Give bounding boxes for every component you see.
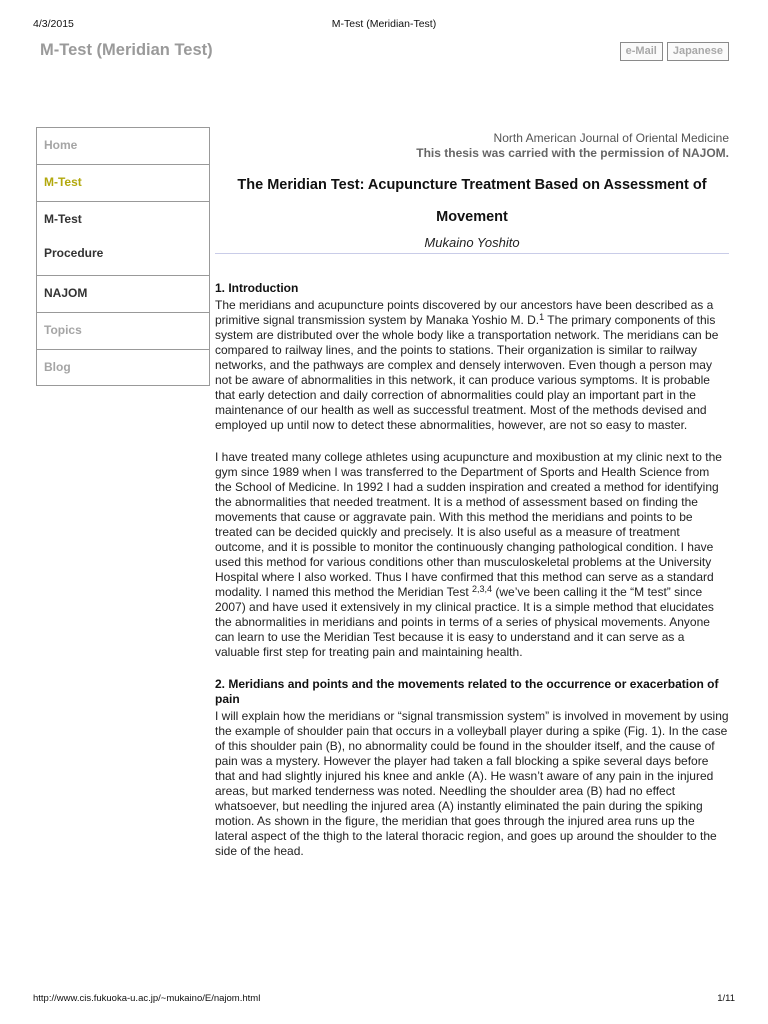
print-page-title: M-Test (Meridian-Test) xyxy=(331,18,437,30)
article-author: Mukaino Yoshito xyxy=(215,235,729,254)
sidebar-item-label: M-Test xyxy=(44,212,82,226)
journal-name: North American Journal of Oriental Medicine xyxy=(493,131,729,145)
paragraph-text: The primary components of this system are distributed over the whole body like a transportation network. The meridians can be compared to railway lines, and the points to stations. Their organization is similar to railway networks, and the pathways are complex and densely interwoven. Even though a person may not be aware of abnormalities in this network, it can produce various symptoms. It is probable that early detection and daily correction of abnormalities could play an important part in the maintenance of our health as well as successful treatment. Most of the methods devised and employed up until now to detect these abnormalities, however, are not so easy to master. xyxy=(215,313,719,432)
sidebar-item-home[interactable]: Home xyxy=(37,128,209,165)
paragraph: I will explain how the meridians or “signal transmission system” is involved in movement by using the example of shoulder pain that occurs in a volleyball player during a spike (Fig. 1). In the case of this shoulder pain (B), no abnormality could be found in the shoulder itself, and the cause of pain was a mystery. However the player had taken a fall blocking a spike several days before that and had slightly injured his knee and ankle (A). He wasn’t aware of any pain in the injured areas, but marked tenderness was noted. Needling the shoulder area (B) had no effect whatsoever, but needling the injured area (A) instantly eliminated the pain during the spiking motion. As shown in the figure, the meridian that goes through the injured area runs up the lateral aspect of the thigh to the lateral thoracic region, and goes up around the shoulder to the side of the head. xyxy=(215,709,729,858)
email-link[interactable]: e-Mail xyxy=(620,42,663,61)
article xyxy=(215,131,729,859)
site-title[interactable]: M-Test (Meridian Test) xyxy=(40,41,213,59)
japanese-link[interactable]: Japanese xyxy=(667,42,729,61)
paragraph xyxy=(215,298,729,433)
section-heading-introduction: 1. Introduction xyxy=(215,281,299,295)
article-title: The Meridian Test: Acupuncture Treatment Based on Assessment of Movement xyxy=(237,177,707,225)
paragraph-text: (we’ve been calling it the “M test” since 2007) and have used it extensively in my clinical practice. It is a simple method that elucidates the abnormalities in meridians and points in terms of a series of physical movements. Anyone can learn to use the Meridian Test because it is easy to understand and it can serve as a valuable first step for treating pain and maintaining health. xyxy=(215,585,714,659)
permission-note: This thesis was carried with the permission of NAJOM. xyxy=(416,146,729,160)
sidebar-item-najom[interactable]: NAJOM xyxy=(37,276,209,313)
sidebar-item-label: Procedure xyxy=(44,246,104,260)
footnote-ref[interactable]: 1 xyxy=(539,312,545,322)
sidebar-item-topics[interactable]: Topics xyxy=(37,313,209,350)
sidebar-item-mtest[interactable]: M-Test xyxy=(37,165,209,202)
page-number: 1/11 xyxy=(717,993,735,1004)
sidebar-nav xyxy=(36,127,210,386)
paragraph-text: The meridians and acupuncture points discovered by our ancestors have been described as a primitive signal transmission system by Manaka Yoshio M. D. xyxy=(215,298,714,327)
section-heading-meridians: 2. Meridians and points and the movements related to the occurrence or exacerbation of pain xyxy=(215,677,719,706)
paragraph-text: I have treated many college athletes using acupuncture and moxibustion at my clinic next to the gym since 1989 when I was transferred to the Department of Sports and Health Science from the School of Medicine. In 1992 I had a sudden inspiration and created a method for identifying the abnormalities that needed treatment. It is a method of assessment based on finding the movements that cause or aggravate pain. With this method the meridians and points to be treated can be decided quickly and precisely. It is also useful as a measure of treatment outcome, and it is possible to monitor the continuously changing pathological condition. I have used this method for various conditions other than musculoskeletal problems at the University Hospital where I also worked. Thus I have confirmed that this method can serve as a standard modality. I named this method the Meridian Test xyxy=(215,450,722,599)
sidebar-item-blog[interactable]: Blog xyxy=(44,360,71,374)
print-header xyxy=(33,18,735,32)
paragraph xyxy=(215,450,729,660)
top-links xyxy=(620,42,729,61)
print-date: 4/3/2015 xyxy=(33,18,74,30)
sidebar-item-mtest-procedure[interactable] xyxy=(37,202,209,276)
footnote-ref[interactable]: 2,3,4 xyxy=(472,584,493,594)
page-url: http://www.cis.fukuoka-u.ac.jp/~mukaino/E/najom.html xyxy=(33,993,261,1004)
